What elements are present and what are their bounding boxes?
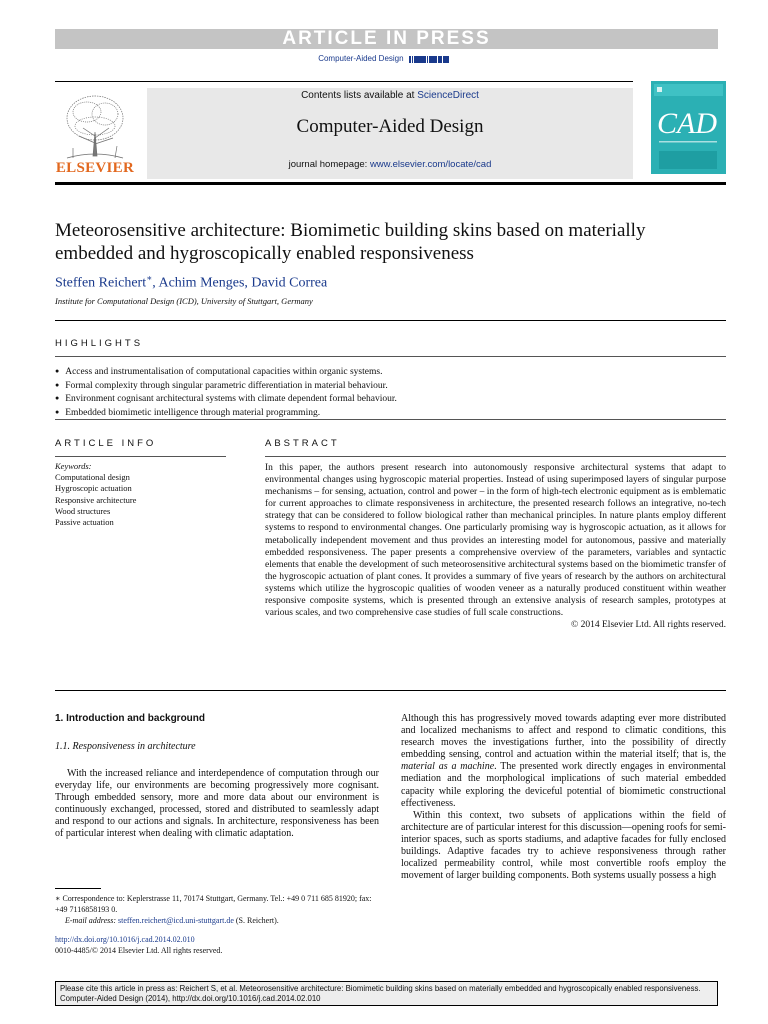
email-label: E-mail address: [65,916,119,926]
subsection-heading: 1.1. Responsiveness in architecture [55,741,196,752]
correspondence-note [55,893,379,915]
emphasis: material as a machine [401,761,495,773]
header-top-rule [55,81,633,82]
journal-homepage-link[interactable]: www.elsevier.com/locate/cad [369,159,492,170]
header-bottom-rule [55,182,726,185]
paragraph-part: . The presented work directly engages in environmental mediation and the morphological implications of such material embedded capacity while exploring the deviceful potential of biomimetic constructional effectiveness. [401,761,726,809]
contents-prefix: Contents lists available at [301,90,418,101]
issn-line: 0010-4485/© 2014 Elsevier Ltd. All rights reserved. [55,946,223,955]
keyword-item: Hygroscopic actuation [55,483,132,494]
email-note [55,915,379,926]
journal-homepage [147,159,633,170]
article-info-heading: ARTICLE INFO [55,438,157,449]
highlights-rule [55,356,726,357]
journal-cover-image[interactable] [651,81,726,174]
keyword-item: Computational design [55,472,130,482]
correspondence-text: Correspondence to: Keplerstrasse 11, 70174 Stuttgart, Germany. Tel.: +49 0 711 685 81920; fax: +49 7116858193 0. [55,894,372,915]
sciencedirect-link[interactable]: ScienceDirect [417,90,479,101]
elsevier-wordmark: ELSEVIER [55,160,135,176]
article-in-press-banner: ARTICLE IN PRESS [55,29,718,49]
author-name[interactable]: David Correa [251,275,328,291]
body-paragraph: With the increased reliance and interdependence of computation through our everyday life, our environments are becoming progressively more cognisant. Through embedded sensory, more and more data about our environment is continuously exchanged, processed, stored and distributed to seamlessly adapt and respond to our actions and signals. In architecture, responsiveness has been of particular interest when dealing with climatic adaptation. [55,768,379,840]
highlights-list [55,365,715,419]
highlight-item: ● Access and instrumentalisation of computational capacities within organic systems. [55,365,715,379]
body-paragraph [401,713,726,810]
highlight-item: ● Embedded biomimetic intelligence through material programming. [55,406,715,420]
keywords-list [55,472,136,528]
left-column-text [55,768,379,841]
footnote-mark: ∗ [55,894,61,903]
citation-box: Please cite this article in press as: Reichert S, et al. Meteorosensitive architecture: Biomimetic building skins based on materially embedded and hygroscopically enabled responsiveness. Computer-Aided Design (2014), http://dx.doi.org/10.1016/j.cad.2014.02.010 [55,981,718,1006]
abstract-rule [265,456,726,457]
journal-reference[interactable] [0,54,768,63]
article-title: Meteorosensitive architecture: Biomimetic building skins based on materially embedded and hygroscopically enabled responsiveness [55,220,646,264]
article-info-rule [55,456,226,457]
right-column-text [401,713,726,882]
section-heading: 1. Introduction and background [55,713,205,724]
highlights-heading: HIGHLIGHTS [55,338,144,349]
paragraph-part: Although this has progressively moved towards adapting ever more distributed and localized mechanisms to affect and respond to climatic conditions, this research moves the investigations further, into the possibility of directly embedding sensing, control and actuation within the material itself; that is, the [401,713,726,761]
keywords-label: Keywords: [55,461,92,471]
keyword-item: Passive actuation [55,517,114,528]
journal-reference-name: Computer-Aided Design [318,54,404,63]
footnote-rule [55,888,101,889]
highlight-item: ● Formal complexity through singular parametric differentiation in material behaviour. [55,379,715,393]
keyword-item: Wood structures [55,505,111,516]
doi-block [55,934,222,956]
email-suffix: (S. Reichert). [233,916,279,926]
abstract-heading: ABSTRACT [265,438,340,449]
cover-title-text: CAD [657,107,717,140]
contents-line [147,90,633,101]
author-list: Steffen Reichert∗, Achim Menges, David Correa [55,273,328,291]
corresponding-author-mark[interactable]: ∗ [146,273,153,283]
volume-placeholder-bars [409,54,450,63]
highlight-item: ● Environment cognisant architectural systems with climate dependent formal behaviour. [55,392,715,406]
front-matter-bottom-rule [55,690,726,691]
highlights-top-rule [55,320,726,321]
abstract-paragraph: In this paper, the authors present research into autonomously responsive architectural systems that adapt to environmental changes using hygroscopic material properties. Instead of using superimposed layers of singular purpose mechanisms – for sensing, actuation, control and power – in the form of high-tech electronic equipment as is emblematic for current approaches to climate responsiveness in architecture, the presented research follows an integrative, no-tech strategy that can be considered to follow biological rather than mechanical principles. In nature plants employ different systems to respond to environmental changes. One particularly promising way is hygroscopic actuation, as it allows for metabolically independent movement and thus provides an interesting model for autonomous, passive and materially embedded responsiveness. The paper presents a comprehensive overview of the parameters, variables and syntactic elements that enable the development of such meteorosensitive architectural systems based on the biomimetic transfer of the hygroscopic actuation of plant cones. It provides a summary of five years of research by the authors on architectural systems which utilize the hygroscopic qualities of wooden veneer as a naturally produced constituent within weather responsive composite systems, which is presented through an extensive analysis of research samples, prototypes at various scales, and two comprehensive case studies of full scale constructions. [265,463,726,619]
keyword-item: Responsive architecture [55,494,137,505]
author-email-link[interactable]: steffen.reichert@icd.uni-stuttgart.de [118,916,234,926]
abstract-copyright: © 2014 Elsevier Ltd. All rights reserved. [571,620,726,631]
homepage-prefix: journal homepage: [288,159,370,170]
highlights-bottom-rule [55,419,726,420]
body-paragraph: Within this context, two subsets of applications within the field of architecture are of particular interest for this discussion—opening roofs for semi-interior spaces, such as sports stadiums, and adaptive facades for fully enclosed buildings. Adaptive facades try to achieve responsiveness through rather localized permeability control, while most convertible roofs employ the movement of larger building components. Both systems usually possess a high [401,809,726,882]
author-name[interactable]: Achim Menges [158,275,245,291]
affiliation: Institute for Computational Design (ICD), University of Stuttgart, Germany [55,296,313,306]
doi-link[interactable]: http://dx.doi.org/10.1016/j.cad.2014.02.010 [55,935,195,944]
journal-title: Computer-Aided Design [296,116,484,137]
abstract-text [265,462,726,631]
footnote [55,893,379,927]
author-name[interactable]: Steffen Reichert [55,275,147,291]
